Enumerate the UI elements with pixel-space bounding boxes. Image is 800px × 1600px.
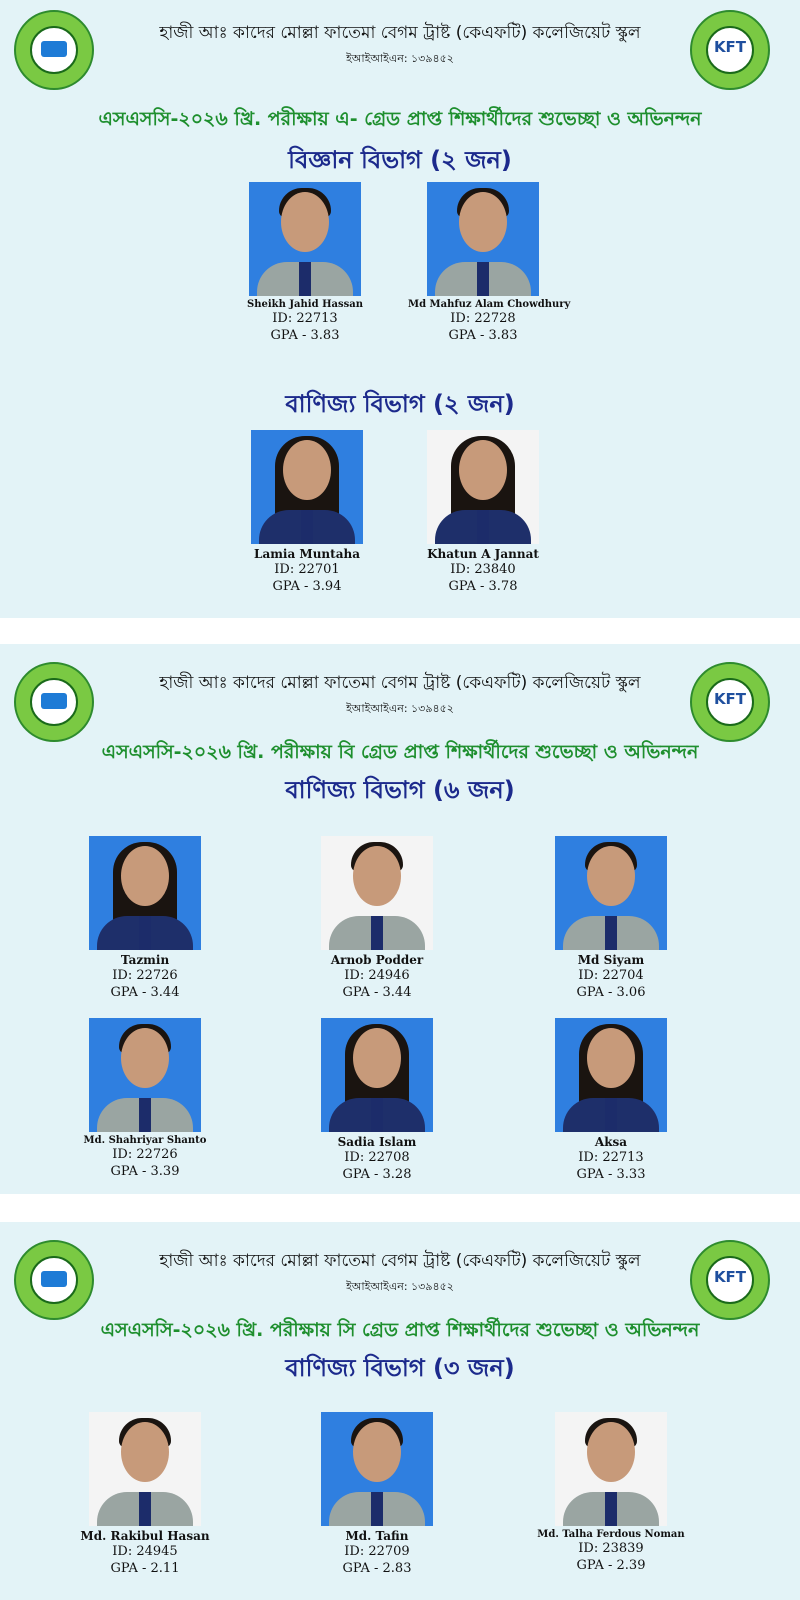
school-name: হাজী আঃ কাদের মোল্লা ফাতেমা বেগম ট্রাষ্ট (কেএফটি) কলেজিয়েট স্কুল bbox=[159, 23, 641, 43]
student-gpa: GPA - 3.44 bbox=[342, 985, 412, 1000]
student-name: Md. Talha Ferdous Noman bbox=[537, 1529, 685, 1540]
student-name: Md. Rakibul Hasan bbox=[80, 1529, 210, 1543]
student-name: Md. Shahriyar Shanto bbox=[83, 1135, 207, 1146]
section-headline: এসএসসি-২০২৬ খ্রি. পরীক্ষায় এ- গ্রেড প্রাপ্ত শিক্ষার্থীদের শুভেচ্ছা ও অভিনন্দন bbox=[98, 108, 702, 130]
student-id: ID: 22726 bbox=[112, 1147, 178, 1162]
student-card bbox=[536, 1412, 686, 1574]
student-photo bbox=[321, 1412, 433, 1526]
student-gpa: GPA - 3.83 bbox=[270, 328, 340, 343]
student-id: ID: 24946 bbox=[344, 968, 410, 983]
student-id: ID: 22708 bbox=[344, 1150, 410, 1165]
student-name: Arnob Podder bbox=[330, 953, 424, 967]
student-photo bbox=[555, 836, 667, 950]
student-id: ID: 22704 bbox=[578, 968, 644, 983]
section-c-grade bbox=[0, 1222, 800, 1600]
student-gpa: GPA - 3.28 bbox=[342, 1167, 412, 1182]
student-card bbox=[302, 836, 452, 1001]
student-card bbox=[408, 430, 558, 595]
kft-trust-logo-icon: KFT bbox=[690, 10, 770, 90]
student-gpa: GPA - 3.06 bbox=[576, 985, 646, 1000]
student-gpa: GPA - 2.39 bbox=[576, 1558, 646, 1573]
department-title: বাণিজ্য বিভাগ (৬ জন) bbox=[285, 776, 515, 804]
student-photo bbox=[89, 836, 201, 950]
department-title: বাণিজ্য বিভাগ (৩ জন) bbox=[285, 1354, 515, 1382]
eiin-number: ইআইআইএন: ১৩৯৪৫২ bbox=[346, 702, 454, 715]
student-name: Md. Tafin bbox=[345, 1529, 409, 1543]
student-gpa: GPA - 3.39 bbox=[110, 1164, 180, 1179]
student-gpa: GPA - 3.94 bbox=[272, 579, 342, 594]
student-photo bbox=[555, 1412, 667, 1526]
department-title: বিজ্ঞান বিভাগ (২ জন) bbox=[288, 146, 512, 174]
student-photo bbox=[249, 182, 361, 296]
eiin-number: ইআইআইএন: ১৩৯৪৫২ bbox=[346, 52, 454, 65]
student-name: Md Mahfuz Alam Chowdhury bbox=[408, 299, 571, 310]
student-name: Aksa bbox=[594, 1135, 628, 1149]
student-card bbox=[302, 1018, 452, 1183]
section-b-grade bbox=[0, 644, 800, 1194]
student-id: ID: 24945 bbox=[112, 1544, 178, 1559]
student-id: ID: 23839 bbox=[578, 1541, 644, 1556]
school-name: হাজী আঃ কাদের মোল্লা ফাতেমা বেগম ট্রাষ্ট (কেএফটি) কলেজিয়েট স্কুল bbox=[159, 673, 641, 693]
student-gpa: GPA - 2.11 bbox=[110, 1561, 180, 1576]
student-gpa: GPA - 3.44 bbox=[110, 985, 180, 1000]
student-photo bbox=[89, 1018, 201, 1132]
student-card bbox=[536, 836, 686, 1001]
student-card bbox=[302, 1412, 452, 1577]
department-title: বাণিজ্য বিভাগ (২ জন) bbox=[285, 390, 515, 418]
student-photo bbox=[89, 1412, 201, 1526]
student-id: ID: 23840 bbox=[450, 562, 516, 577]
student-name: Tazmin bbox=[120, 953, 170, 967]
student-card bbox=[232, 430, 382, 595]
student-gpa: GPA - 3.83 bbox=[448, 328, 518, 343]
student-id: ID: 22728 bbox=[450, 311, 516, 326]
student-gpa: GPA - 2.83 bbox=[342, 1561, 412, 1576]
student-name: Lamia Muntaha bbox=[254, 547, 360, 561]
student-gpa: GPA - 3.78 bbox=[448, 579, 518, 594]
student-gpa: GPA - 3.33 bbox=[576, 1167, 646, 1182]
section-headline: এসএসসি-২০২৬ খ্রি. পরীক্ষায় বি গ্রেড প্রাপ্ত শিক্ষার্থীদের শুভেচ্ছা ও অভিনন্দন bbox=[101, 741, 699, 763]
kft-trust-logo-icon: KFT bbox=[690, 1240, 770, 1320]
eiin-number: ইআইআইএন: ১৩৯৪৫২ bbox=[346, 1280, 454, 1293]
student-name: Sadia Islam bbox=[337, 1135, 417, 1149]
student-name: Sheikh Jahid Hassan bbox=[246, 299, 364, 310]
student-card bbox=[536, 1018, 686, 1183]
student-photo bbox=[555, 1018, 667, 1132]
student-card bbox=[230, 182, 380, 344]
student-id: ID: 22713 bbox=[272, 311, 338, 326]
student-photo bbox=[427, 430, 539, 544]
student-card bbox=[70, 1018, 220, 1180]
section-headline: এসএসসি-২০২৬ খ্রি. পরীক্ষায় সি গ্রেড প্রাপ্ত শিক্ষার্থীদের শুভেচ্ছা ও অভিনন্দন bbox=[100, 1319, 700, 1341]
student-id: ID: 22713 bbox=[578, 1150, 644, 1165]
student-card bbox=[70, 1412, 220, 1577]
student-card bbox=[408, 182, 571, 344]
student-photo bbox=[251, 430, 363, 544]
student-id: ID: 22709 bbox=[344, 1544, 410, 1559]
student-photo bbox=[321, 1018, 433, 1132]
student-id: ID: 22726 bbox=[112, 968, 178, 983]
student-name: Khatun A Jannat bbox=[427, 547, 539, 561]
student-card bbox=[70, 836, 220, 1001]
student-photo bbox=[427, 182, 539, 296]
school-name: হাজী আঃ কাদের মোল্লা ফাতেমা বেগম ট্রাষ্ট (কেএফটি) কলেজিয়েট স্কুল bbox=[159, 1251, 641, 1271]
student-name: Md Siyam bbox=[577, 953, 645, 967]
section-a-minus bbox=[0, 0, 800, 618]
student-photo bbox=[321, 836, 433, 950]
student-id: ID: 22701 bbox=[274, 562, 340, 577]
kft-trust-logo-icon: KFT bbox=[690, 662, 770, 742]
